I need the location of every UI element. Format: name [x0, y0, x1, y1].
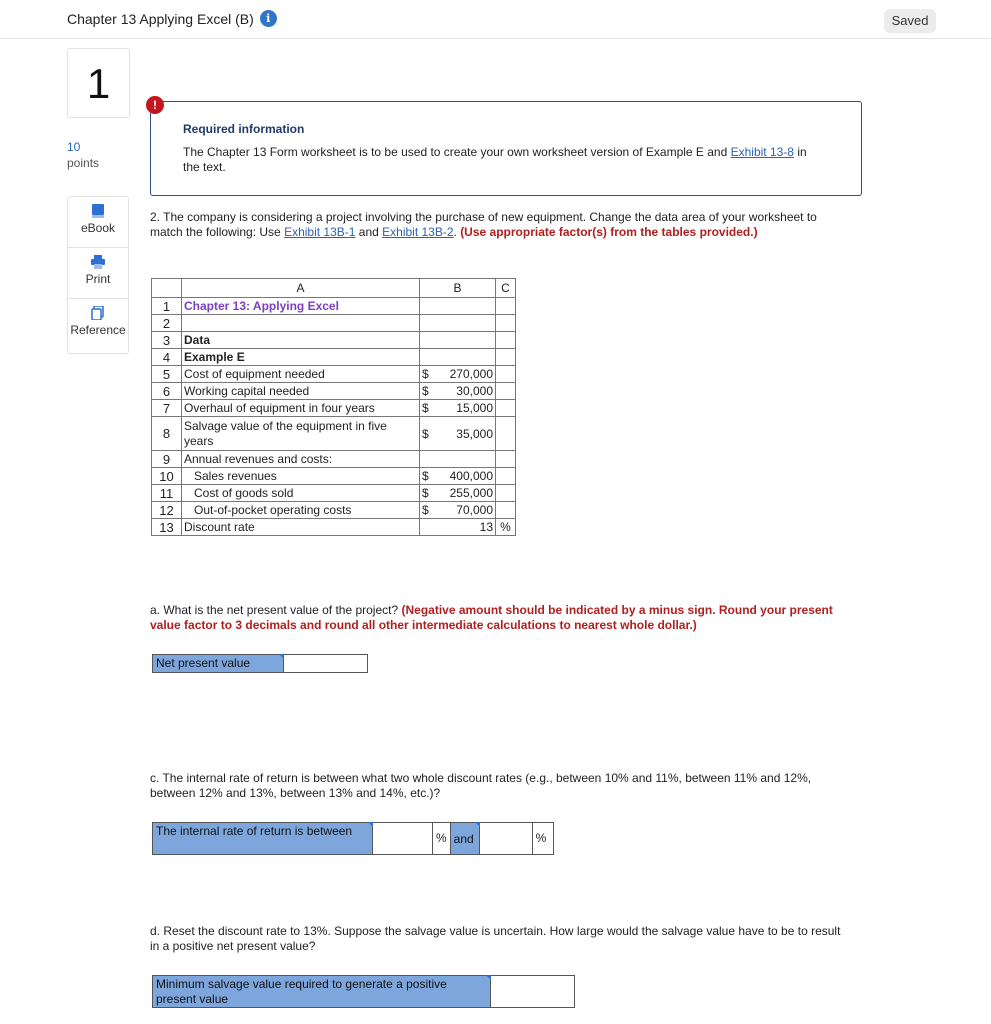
npv-answer-row [152, 654, 368, 673]
cell-b [420, 485, 496, 502]
currency-sign: $ [422, 503, 429, 517]
cell-a: Salvage value of the equipment in five years [182, 417, 420, 451]
cell-b [420, 383, 496, 400]
cell-b [420, 366, 496, 383]
required-text-part: The Chapter 13 Form worksheet is to be used to create your own worksheet version of Example E and [183, 145, 731, 159]
cell-a: Annual revenues and costs: [182, 451, 420, 468]
column-a-header: A [182, 279, 420, 298]
table-row [152, 417, 516, 451]
cell-b [420, 298, 496, 315]
cell-value: 30,000 [456, 384, 493, 398]
percent-unit: % [496, 519, 516, 536]
table-row [152, 332, 516, 349]
cell-c [496, 502, 516, 519]
cell-c [496, 468, 516, 485]
irr-lower-input[interactable] [373, 823, 432, 854]
part-a-instruction: (Negative amount should be indicated by a minus sign. Round your present value factor to 3 decimals and round all other intermediate calculations to nearest whole dollar.) [150, 603, 833, 632]
part-d-question: d. Reset the discount rate to 13%. Suppose the salvage value is uncertain. How large would the salvage value have to be to result in a positive net present value? [150, 924, 841, 953]
question-prompt [150, 210, 840, 240]
required-info-text [183, 145, 823, 175]
salvage-label: Minimum salvage value required to generate a positive present value [153, 976, 491, 1007]
row-number: 8 [152, 417, 182, 451]
exhibit-13b-2-link[interactable]: Exhibit 13B-2 [382, 225, 454, 239]
cell-a: Cost of equipment needed [182, 366, 420, 383]
irr-answer-row [152, 822, 554, 855]
reference-label: Reference [70, 323, 126, 337]
exhibit-13-8-link[interactable]: Exhibit 13-8 [730, 145, 794, 159]
cell-c [496, 383, 516, 400]
table-row [152, 468, 516, 485]
cell-a: Discount rate [182, 519, 420, 536]
currency-sign: $ [422, 401, 429, 415]
cell-c [496, 366, 516, 383]
cell-c [496, 400, 516, 417]
table-row [152, 502, 516, 519]
table-row [152, 519, 516, 536]
row-number: 3 [152, 332, 182, 349]
cell-c [496, 451, 516, 468]
exhibit-13b-1-link[interactable]: Exhibit 13B-1 [284, 225, 356, 239]
cell-a: Data [182, 332, 420, 349]
worksheet-table [151, 278, 516, 536]
part-c-question: c. The internal rate of return is between what two whole discount rates (e.g., between 10% and 11%, between 11% and 12%, between 12% and 13%, between 13% and 14%, etc.)? [150, 771, 812, 800]
cell-a: Sales revenues [182, 468, 420, 485]
cell-value: 70,000 [456, 503, 493, 517]
salvage-input[interactable] [491, 976, 574, 1007]
points-label: points [67, 156, 100, 170]
cell-b [420, 502, 496, 519]
cell-a: Overhaul of equipment in four years [182, 400, 420, 417]
side-tools [67, 196, 129, 354]
table-row [152, 400, 516, 417]
part-a-text: a. What is the net present value of the project? [150, 603, 402, 617]
row-number: 7 [152, 400, 182, 417]
irr-lower-unit: % [432, 823, 450, 854]
irr-label: The internal rate of return is between [153, 823, 373, 854]
question-number[interactable]: 1 [67, 48, 130, 118]
cell-b [420, 451, 496, 468]
npv-label: Net present value [153, 655, 284, 672]
cell-c [496, 315, 516, 332]
row-number: 4 [152, 349, 182, 366]
points-value: 10 [67, 140, 81, 154]
table-row [152, 485, 516, 502]
currency-sign: $ [422, 469, 429, 483]
reference-button[interactable] [68, 299, 128, 353]
cell-b [420, 400, 496, 417]
row-number: 6 [152, 383, 182, 400]
currency-sign: $ [422, 384, 429, 398]
cell-b [420, 468, 496, 485]
table-row [152, 451, 516, 468]
table-row [152, 298, 516, 315]
cell-a [182, 315, 420, 332]
table-row [152, 383, 516, 400]
cell-a: Out-of-pocket operating costs [182, 502, 420, 519]
reference-icon [91, 306, 105, 320]
page-title [67, 10, 277, 27]
cell-b [420, 417, 496, 451]
cell-b [420, 349, 496, 366]
table-row [152, 366, 516, 383]
info-icon[interactable]: i [260, 10, 277, 27]
cell-a: Chapter 13: Applying Excel [182, 298, 420, 315]
prompt-and: and [355, 225, 383, 239]
cell-value: 270,000 [449, 367, 493, 381]
cell-value: 15,000 [456, 401, 493, 415]
cell-a: Example E [182, 349, 420, 366]
cell-value: 255,000 [449, 486, 493, 500]
print-icon [91, 255, 105, 269]
cell-c [496, 332, 516, 349]
page-title-text: Chapter 13 Applying Excel (B) [67, 10, 254, 27]
column-c-header: C [496, 279, 516, 298]
part-a-question [150, 603, 850, 633]
alert-icon: ! [146, 96, 164, 114]
table-row [152, 349, 516, 366]
required-text-end: in the text. [183, 145, 807, 174]
cell-a: Working capital needed [182, 383, 420, 400]
currency-sign: $ [422, 367, 429, 381]
salvage-answer-row [152, 975, 575, 1008]
cell-value: 13 [420, 519, 496, 536]
top-bar [0, 0, 991, 39]
row-number: 5 [152, 366, 182, 383]
book-icon [91, 204, 105, 218]
row-number: 11 [152, 485, 182, 502]
currency-sign: $ [422, 426, 429, 441]
saved-badge: Saved [884, 9, 936, 33]
irr-upper-input[interactable] [480, 823, 532, 854]
column-header-row [152, 279, 516, 298]
row-number: 10 [152, 468, 182, 485]
cell-c [496, 417, 516, 451]
cell-c [496, 485, 516, 502]
ebook-label: eBook [80, 221, 116, 235]
table-row [152, 315, 516, 332]
prompt-instruction: (Use appropriate factor(s) from the tables provided.) [460, 225, 758, 239]
npv-input[interactable] [284, 655, 367, 672]
irr-and-label: and [450, 823, 480, 854]
row-number: 13 [152, 519, 182, 536]
cell-b [420, 315, 496, 332]
cell-value: 35,000 [456, 426, 493, 441]
cell-b [420, 332, 496, 349]
prompt-text: 2. The company is considering a project involving the purchase of new equipment. Change the data area of your worksheet to match the following: Use [150, 210, 817, 239]
row-number: 9 [152, 451, 182, 468]
corner-cell [152, 279, 182, 298]
column-b-header: B [420, 279, 496, 298]
ebook-button[interactable] [68, 197, 128, 248]
irr-upper-unit: % [532, 823, 550, 854]
row-number: 2 [152, 315, 182, 332]
required-info-title: Required information [183, 122, 305, 136]
cell-c [496, 298, 516, 315]
row-number: 12 [152, 502, 182, 519]
cell-c [496, 349, 516, 366]
cell-value: 400,000 [449, 469, 493, 483]
cell-a: Cost of goods sold [182, 485, 420, 502]
prompt-dot: . [453, 225, 461, 239]
print-button[interactable] [68, 248, 128, 299]
currency-sign: $ [422, 486, 429, 500]
print-label: Print [85, 272, 111, 286]
row-number: 1 [152, 298, 182, 315]
